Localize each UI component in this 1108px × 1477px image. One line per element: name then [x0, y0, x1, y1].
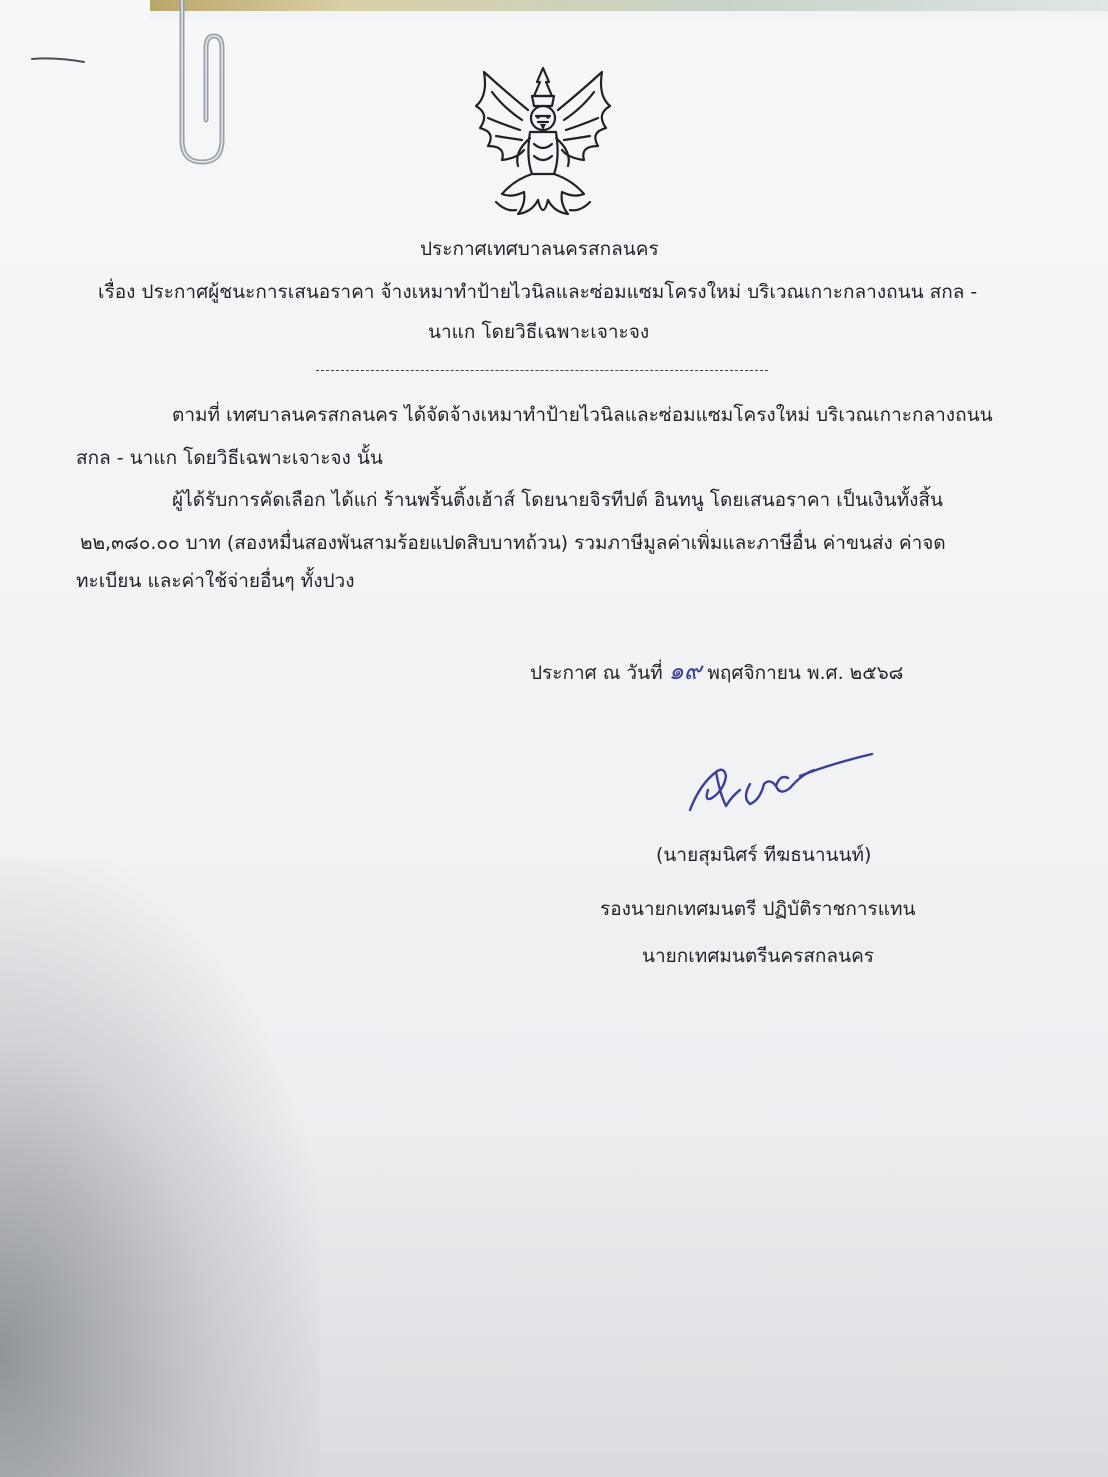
underlying-paper-strip [150, 0, 1108, 20]
announcement-subject-line1: เรื่อง ประกาศผู้ชนะการเสนอราคา จ้างเหมาทำป้ายไวนิลและซ่อมแซมโครงใหม่ บริเวณเกาะกลางถนน สกล - [98, 281, 978, 303]
announcement-subject-line2: นาแก โดยวิธีเฉพาะเจาะจง [428, 321, 650, 343]
paperclip-icon [170, 0, 240, 170]
body-paragraph1-line1: ตามที่ เทศบาลนครสกลนคร ได้จัดจ้างเหมาทำป้ายไวนิลและซ่อมแซมโครงใหม่ บริเวณเกาะกลางถนน [172, 404, 993, 426]
photo-shading [0, 1117, 1108, 1477]
announcement-title: ประกาศเทศบาลนครสกลนคร [420, 238, 659, 260]
body-paragraph2-line3: ทะเบียน และค่าใช้จ่ายอื่นๆ ทั้งปวง [76, 570, 355, 592]
body-paragraph1-line2: สกล - นาแก โดยวิธีเฉพาะเจาะจง นั้น [76, 447, 383, 469]
signer-position-line1: รองนายกเทศมนตรี ปฏิบัติราชการแทน [600, 898, 916, 920]
handwritten-signature [680, 744, 880, 824]
date-month-year: พฤศจิกายน พ.ศ. ๒๕๖๘ [707, 662, 904, 684]
body-paragraph2-line1: ผู้ได้รับการคัดเลือก ได้แก่ ร้านพริ้นติ้งเฮ้าส์ โดยนายจิรทีปต์ อินทนู โดยเสนอราคา เป็นเงินทั้งสิ้น [172, 489, 943, 511]
body-paragraph2-line2: ๒๒,๓๘๐.๐๐ บาท (สองหมื่นสองพันสามร้อยแปดสิบบาทถ้วน) รวมภาษีมูลค่าเพิ่มและภาษีอื่น ค่าขนส่ง ค่าจด [80, 532, 946, 554]
date-prefix: ประกาศ ณ วันที่ [530, 662, 663, 684]
handwritten-day: ๑๙ [668, 657, 702, 685]
garuda-emblem-icon [466, 62, 620, 226]
announcement-date [530, 658, 903, 686]
signer-name: (นายสุมนิศร์ ทีฆธนานนท์) [656, 844, 872, 866]
divider-line [316, 370, 768, 371]
signer-position-line2: นายกเทศมนตรีนครสกลนคร [642, 945, 874, 967]
pencil-mark [30, 56, 90, 66]
